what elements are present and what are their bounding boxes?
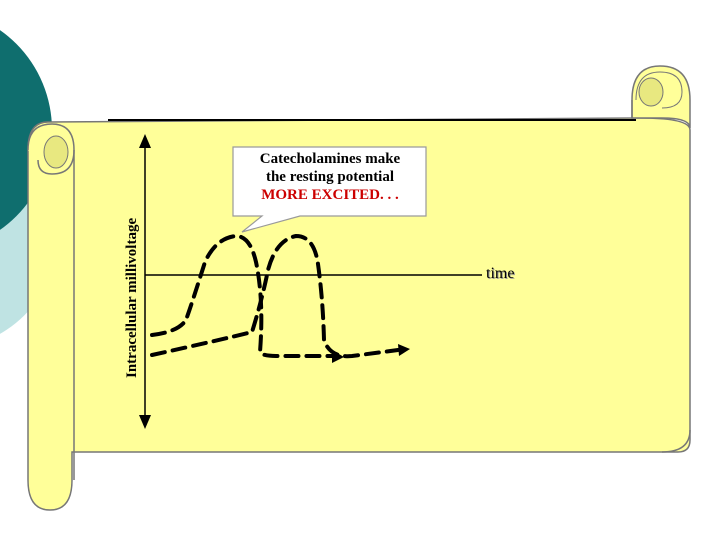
y-axis-label: Intracellular millivoltage	[124, 217, 140, 378]
callout-text	[232, 150, 428, 204]
callout-line-3: MORE EXCITED. . .	[261, 187, 399, 203]
callout-line-1: Catecholamines make	[259, 151, 401, 167]
callout-line-2: the resting potential	[265, 169, 395, 185]
x-axis-label: time	[486, 265, 515, 282]
